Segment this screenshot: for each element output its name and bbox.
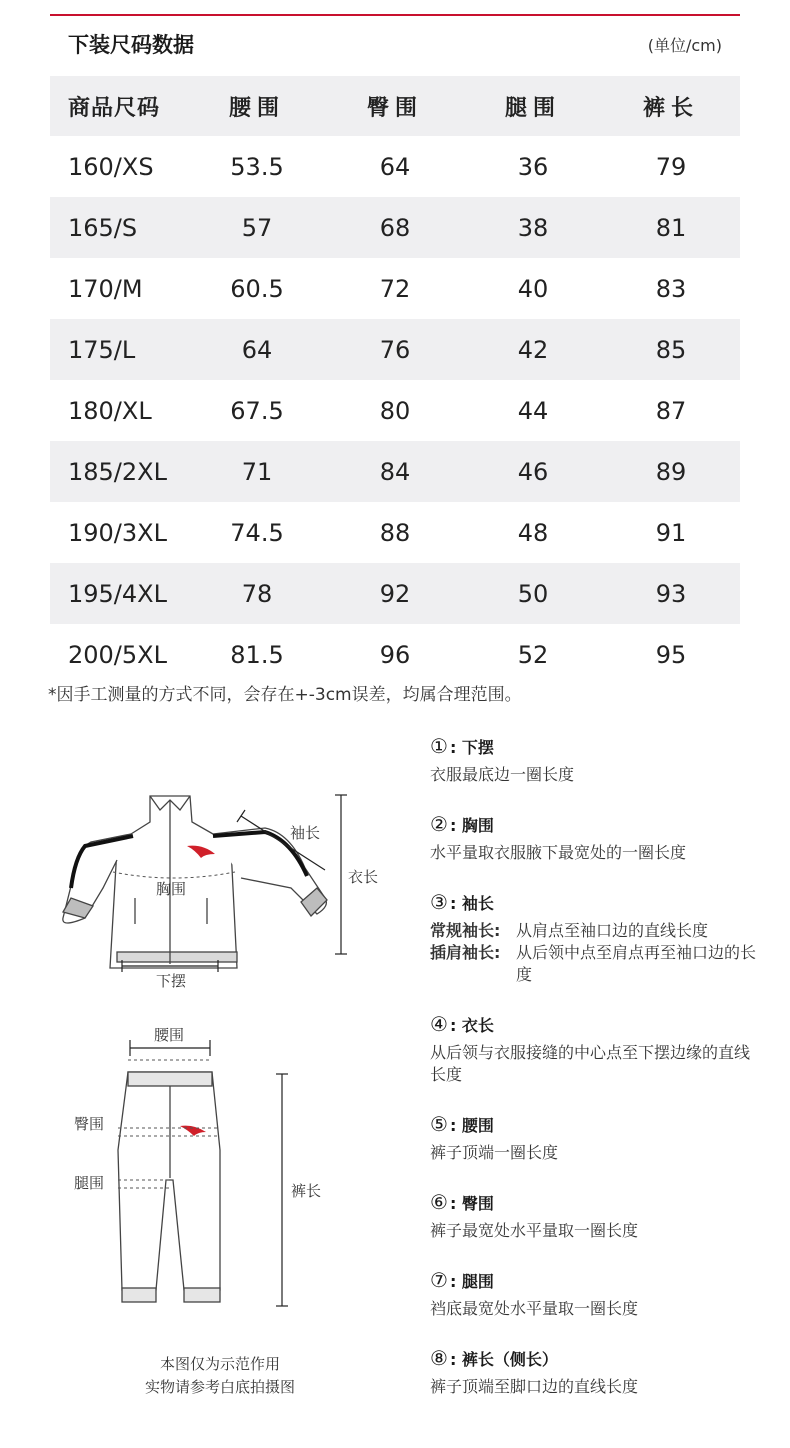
table-cell: 91	[655, 518, 687, 547]
number-badge: ②	[430, 812, 448, 836]
definition-title: : 裤长（侧长）	[449, 1349, 558, 1369]
raglan-sleeve-desc: 从后领中点至肩点再至袖口边的长度	[516, 943, 757, 984]
table-row	[50, 197, 740, 258]
table-cell: 64	[379, 152, 411, 181]
definition-title: : 腰围	[449, 1115, 494, 1135]
table-cell: 44	[517, 396, 549, 425]
top-accent-line	[50, 14, 740, 16]
caption-line-1: 本图仅为示范作用	[159, 1355, 280, 1373]
definition-title: : 衣长	[449, 1015, 494, 1035]
table-cell: 92	[379, 579, 411, 608]
table-cell: 42	[517, 335, 549, 364]
table-cell: 71	[241, 457, 273, 486]
definition-hip	[430, 1190, 760, 1242]
table-cell: 68	[379, 213, 411, 242]
definition-desc: 水平量取衣服腋下最宽处的一圈长度	[430, 843, 687, 862]
definition-desc: 衣服最底边一圈长度	[430, 765, 575, 784]
table-cell: 79	[655, 152, 687, 181]
column-header-thigh: 腿围	[504, 95, 561, 121]
hem-label: 下摆	[156, 972, 187, 990]
table-cell: 180/XL	[68, 396, 152, 425]
table-cell: 80	[379, 396, 411, 425]
definition-desc: 从后领与衣服接缝的中心点至下摆边缘的直线长度	[430, 1043, 751, 1084]
definition-jacket-length	[430, 1012, 760, 1086]
table-row	[50, 380, 740, 441]
page-title: 下装尺码数据	[68, 33, 194, 57]
table-cell: 87	[655, 396, 687, 425]
number-badge: ④	[430, 1012, 448, 1036]
column-header-waist: 腰围	[228, 95, 285, 121]
size-table	[50, 76, 740, 685]
definition-desc: 裆底最宽处水平量取一圈长度	[430, 1299, 639, 1318]
table-cell: 46	[517, 457, 549, 486]
table-cell: 81.5	[230, 640, 284, 669]
unit-label: (单位/cm)	[647, 36, 722, 55]
regular-sleeve-desc: 从肩点至袖口边的直线长度	[516, 921, 709, 940]
caption-line-2: 实物请参考白底拍摄图	[144, 1378, 295, 1396]
table-cell: 48	[517, 518, 549, 547]
table-cell: 53.5	[230, 152, 284, 181]
table-cell: 83	[655, 274, 687, 303]
table-cell: 60.5	[230, 274, 284, 303]
table-cell: 76	[379, 335, 411, 364]
definition-title: : 袖长	[449, 893, 494, 913]
table-cell: 165/S	[68, 213, 138, 242]
jacket-illustration	[55, 788, 375, 988]
waist-label: 腰围	[154, 1026, 185, 1044]
table-cell: 175/L	[68, 335, 136, 364]
table-cell: 72	[379, 274, 411, 303]
number-badge: ⑥	[430, 1190, 448, 1214]
jacket-length-label: 衣长	[348, 868, 379, 886]
number-badge: ⑦	[430, 1268, 448, 1292]
table-row	[50, 624, 740, 685]
measurement-note: *因手工测量的方式不同，会存在+-3cm误差，均属合理范围。	[48, 685, 522, 705]
definition-title: : 胸围	[449, 815, 494, 835]
definition-desc: 裤子最宽处水平量取一圈长度	[430, 1221, 639, 1240]
column-header-size: 商品尺码	[68, 95, 161, 121]
table-cell: 89	[655, 457, 687, 486]
definition-pants-length	[430, 1346, 760, 1398]
table-cell: 95	[655, 640, 687, 669]
raglan-sleeve-key: 插肩袖长:	[430, 943, 501, 962]
number-badge: ⑤	[430, 1112, 448, 1136]
illustration-caption	[110, 1353, 330, 1399]
table-row	[50, 319, 740, 380]
definition-title: : 腿围	[449, 1271, 494, 1291]
sleeve-length-label: 袖长	[290, 824, 321, 842]
definition-title: : 下摆	[449, 737, 494, 757]
table-cell: 85	[655, 335, 687, 364]
definition-desc: 裤子顶端至脚口边的直线长度	[430, 1377, 639, 1396]
table-row	[50, 136, 740, 197]
number-badge: ⑧	[430, 1346, 448, 1370]
table-cell: 84	[379, 457, 411, 486]
table-row	[50, 502, 740, 563]
column-header-length: 裤长	[642, 95, 699, 121]
table-cell: 50	[517, 579, 549, 608]
table-cell: 57	[241, 213, 273, 242]
table-cell: 64	[241, 335, 273, 364]
table-cell: 36	[517, 152, 549, 181]
regular-sleeve-key: 常规袖长:	[430, 921, 501, 940]
table-cell: 40	[517, 274, 549, 303]
number-badge: ③	[430, 890, 448, 914]
thigh-label: 腿围	[74, 1174, 105, 1192]
table-cell: 200/5XL	[68, 640, 167, 669]
definition-waist	[430, 1112, 760, 1164]
table-cell: 93	[655, 579, 687, 608]
hip-label: 臀围	[74, 1115, 105, 1133]
table-cell: 67.5	[230, 396, 284, 425]
table-cell: 195/4XL	[68, 579, 167, 608]
table-row	[50, 258, 740, 319]
table-cell: 38	[517, 213, 549, 242]
definition-title: : 臀围	[449, 1193, 494, 1213]
table-row	[50, 441, 740, 502]
table-header-row	[50, 76, 740, 136]
definition-chest	[430, 812, 760, 864]
table-cell: 190/3XL	[68, 518, 167, 547]
table-row	[50, 563, 740, 624]
definition-desc: 裤子顶端一圈长度	[430, 1143, 559, 1162]
definition-sleeve	[430, 890, 760, 986]
number-badge: ①	[430, 734, 448, 758]
pants-length-label: 裤长	[291, 1182, 322, 1200]
table-cell: 81	[655, 213, 687, 242]
table-cell: 170/M	[68, 274, 143, 303]
column-header-hip: 臀围	[366, 95, 423, 121]
table-cell: 160/XS	[68, 152, 154, 181]
chest-label: 胸围	[156, 880, 187, 898]
table-cell: 88	[379, 518, 411, 547]
definition-hem	[430, 734, 760, 786]
table-cell: 78	[241, 579, 273, 608]
table-cell: 74.5	[230, 518, 284, 547]
definition-thigh	[430, 1268, 760, 1320]
table-cell: 185/2XL	[68, 457, 167, 486]
table-cell: 52	[517, 640, 549, 669]
table-cell: 96	[379, 640, 411, 669]
